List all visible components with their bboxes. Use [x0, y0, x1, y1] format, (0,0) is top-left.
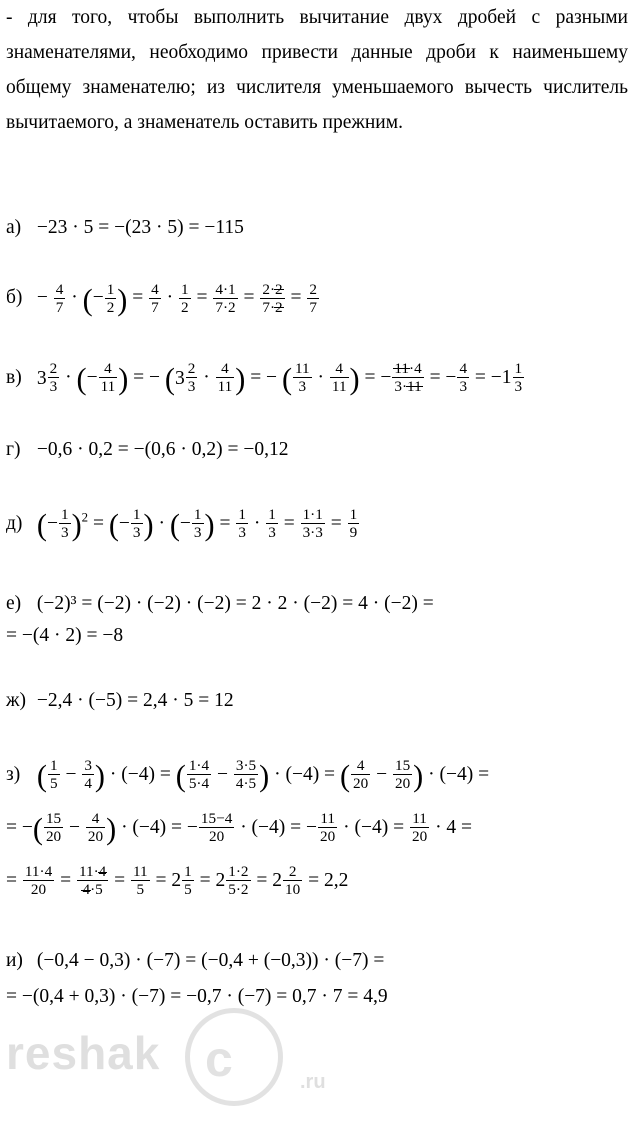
- item-d-expression: (− $\frac{1}{3}$ )$^2$ = (− $\frac{1}{3}$ ) · (− $\frac{1}{3}$ ) = $\frac{1}{3}$ · $\frac{1}{3}$ = $\frac{1\cdot 1}{3\cdot 3}$ = $\frac{1}{9}$: [36, 506, 358, 543]
- item-label-a: а): [6, 217, 22, 238]
- item-z-line1: ( $\frac{1}{5}$ − $\frac{3}{4}$ ) · (−4) = ( $\frac{1\cdot 4}{5\cdot 4}$ − $\frac{3\cdot 5}{4\cdot 5}$ ) · (−4) = ( $\frac{4}{20}$ − $\frac{15}{20}$ ) · (−4) =: [36, 757, 490, 794]
- item-i-line2: = −(0,4 + 0,3) · (−7) = −0,7 · (−7) = 0,7 · 7 = 4,9: [6, 986, 388, 1008]
- item-g-expression: −0,6 · 0,2 = −(0,6 · 0,2) = −0,12: [36, 438, 289, 460]
- watermark-c-letter: c: [205, 1031, 233, 1087]
- item-a-expression: −23 · 5 = −(23 · 5) = −115: [36, 217, 244, 238]
- solution-item-zh: [6, 691, 628, 711]
- item-label-v: в): [6, 366, 22, 388]
- solution-item-d: [6, 507, 628, 542]
- solution-item-b: [6, 282, 628, 317]
- intro-text: - для того, чтобы выполнить вычитание двух дробей с разными знаменателями, необходимо привести данные дроби к наименьшему общему знаменателю; из числителя уменьшаемого вычесть числитель вычитаемого, а знаменатель оставить прежним.: [6, 7, 628, 133]
- item-b-expression: − $\frac{4}{7}$ · (− $\frac{1}{2}$ ) = $\frac{4}{7}$ · $\frac{1}{2}$ = $\frac{4\cdot 1}{7\cdot 2}$ = $\frac{2\cdot 2}{7\cdot 2}$ = $\frac{2}{7}$: [36, 280, 318, 317]
- item-i-line1: (−0,4 − 0,3) · (−7) = (−0,4 + (−0,3)) · (−7) =: [36, 950, 385, 972]
- item-label-z: з): [6, 764, 21, 786]
- item-label-d: д): [6, 513, 23, 535]
- intro-paragraph: [6, 0, 628, 140]
- watermark-domain: .ru: [300, 1071, 326, 1093]
- solution-item-z: [6, 758, 628, 899]
- item-z-line3: = $\frac{11\cdot 4}{20}$ = $\frac{11\cdot 4}{4\cdot 5}$ = $\frac{11}{5}$ = 2 $\frac{1}{5}$ = 2 $\frac{1\cdot 2}{5\cdot 2}$ = 2 $\frac{2}{10}$ = 2,2: [6, 863, 349, 899]
- item-label-zh: ж): [6, 689, 26, 711]
- item-e-line2: = −(4 · 2) = −8: [6, 625, 124, 647]
- item-z-line2: = −( $\frac{15}{20}$ − $\frac{4}{20}$ ) · (−4) = − $\frac{15-4}{20}$ · (−4) = − $\frac{11}{20}$ · (−4) = $\frac{11}{20}$ · 4 =: [6, 810, 473, 847]
- solution-item-g: [6, 440, 628, 460]
- item-label-g: г): [6, 438, 21, 460]
- solution-item-a: [6, 218, 628, 238]
- item-label-i: и): [6, 950, 23, 972]
- solution-item-v: [6, 361, 628, 396]
- solution-item-i: [6, 947, 628, 1012]
- watermark-text: reshak: [6, 1027, 161, 1079]
- solutions-list: [6, 218, 628, 1012]
- item-e-line1: (−2)³ = (−2) · (−2) · (−2) = 2 · 2 · (−2) = 4 · (−2) =: [36, 593, 434, 615]
- item-zh-expression: −2,4 · (−5) = 2,4 · 5 = 12: [36, 689, 234, 711]
- item-label-e: е): [6, 593, 22, 615]
- solution-item-e: [6, 590, 628, 651]
- item-v-expression: 3 $\frac{2}{3}$ · (− $\frac{4}{11}$ ) = − (3 $\frac{2}{3}$ · $\frac{4}{11}$ ) = − ( $\frac{11}{3}$ · $\frac{4}{11}$ ) = − $\frac{11\cdot 4}{3\cdot 11}$ = − $\frac{4}{3}$ = −1 $\frac{1}{3}$: [36, 359, 523, 396]
- item-label-b: б): [6, 287, 23, 309]
- watermark-circle: [185, 1008, 283, 1106]
